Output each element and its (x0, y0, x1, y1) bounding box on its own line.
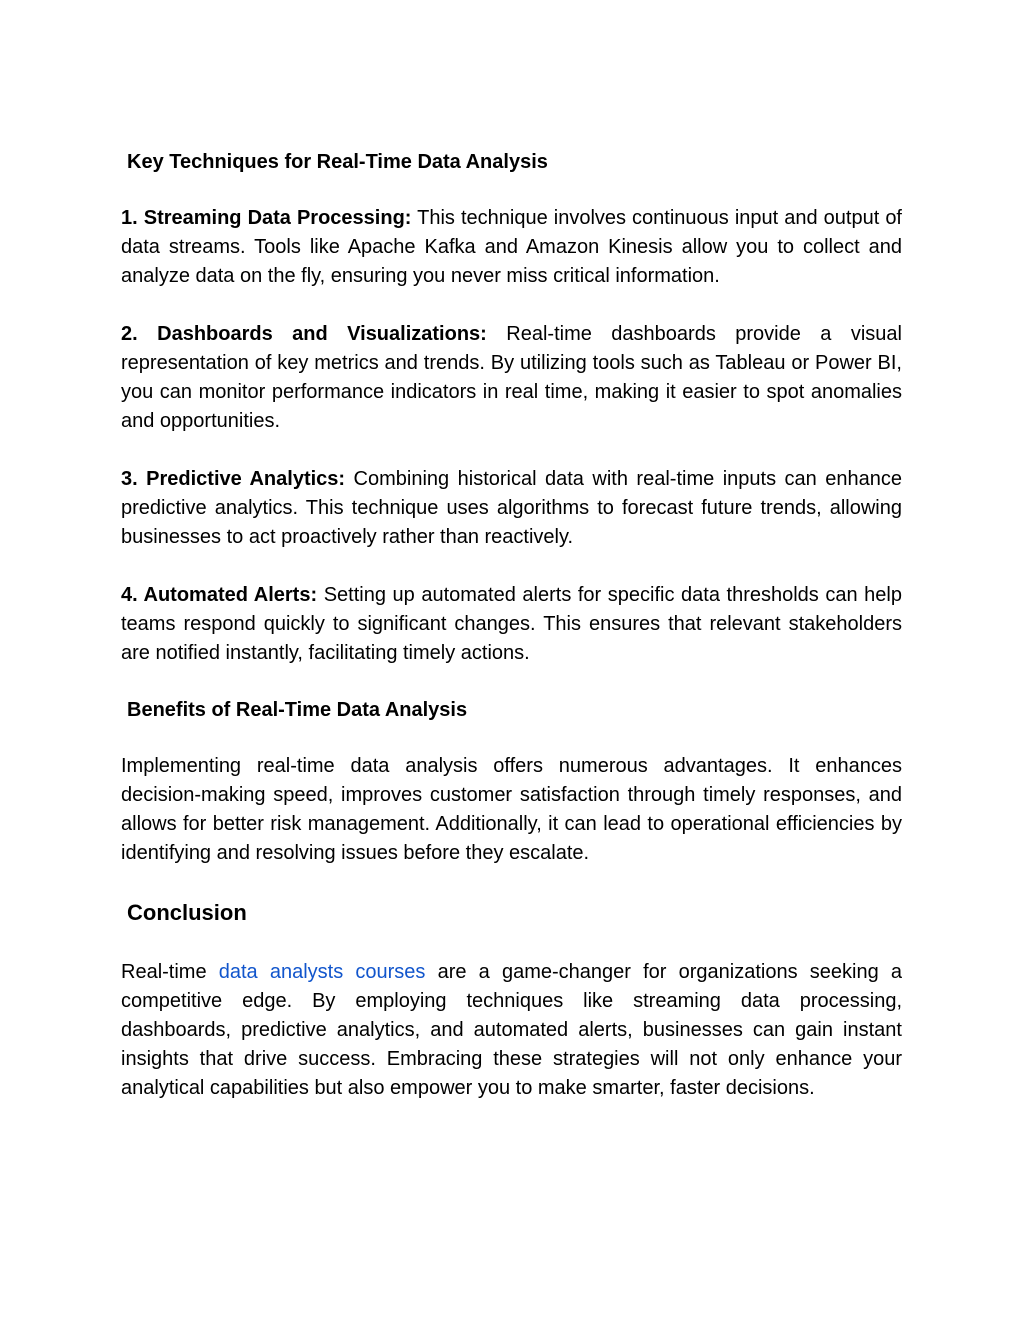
technique-item-predictive (121, 465, 902, 552)
document-page (121, 149, 902, 1103)
technique-text: Combining historical data with real-time inputs can enhance predictive analytics. This technique uses algorithms to forecast future trends, allowing businesses to act proactively rather than reactively. (121, 468, 902, 548)
spacer (121, 868, 902, 898)
spacer (121, 436, 902, 465)
spacer (121, 552, 902, 581)
technique-term: 4. Automated Alerts: (121, 584, 318, 606)
spacer (121, 175, 902, 204)
technique-item-alerts (121, 581, 902, 668)
conclusion-text-before-link: Real-time (121, 961, 219, 983)
spacer (121, 928, 902, 958)
technique-text: Real-time dashboards provide a visual representation of key metrics and trends. By utilizing tools such as Tableau or Power BI, you can monitor performance indicators in real time, making it easier to spot anomalies and opportunities. (121, 323, 902, 432)
spacer (121, 668, 902, 697)
technique-text: Setting up automated alerts for specific data thresholds can help teams respond quickly to significant changes. This ensures that relevant stakeholders are notified instantly, facilitating timely actions. (121, 584, 902, 664)
conclusion-heading: Conclusion (127, 900, 247, 925)
data-analysts-courses-link[interactable]: data analysts courses (218, 961, 426, 983)
benefits-heading: Benefits of Real-Time Data Analysis (127, 699, 468, 721)
technique-term: 1. Streaming Data Processing: (121, 207, 412, 229)
conclusion-text-after-link: are a game-changer for organizations seeking a competitive edge. By employing techniques like streaming data processing, dashboards, predictive analytics, and automated alerts, businesses can gain instant insights that drive success. Embracing these strategies will not only enhance your analytical capabilities but also empower you to make smarter, faster decisions. (121, 961, 902, 1099)
conclusion-paragraph (121, 958, 902, 1103)
technique-item-streaming (121, 204, 902, 291)
technique-term: 2. Dashboards and Visualizations: (121, 323, 487, 345)
benefits-paragraph: Implementing real-time data analysis offers numerous advantages. It enhances decision-making speed, improves customer satisfaction through timely responses, and allows for better risk management. Additionally, it can lead to operational efficiencies by identifying and resolving issues before they escalate. (121, 755, 902, 864)
technique-text: This technique involves continuous input and output of data streams. Tools like Apache Kafka and Amazon Kinesis allow you to collect and analyze data on the fly, ensuring you never miss critical information. (121, 207, 902, 287)
spacer (121, 723, 902, 752)
techniques-heading: Key Techniques for Real-Time Data Analysis (127, 151, 548, 173)
technique-term: 3. Predictive Analytics: (121, 468, 346, 490)
technique-item-dashboards (121, 320, 902, 436)
spacer (121, 291, 902, 320)
